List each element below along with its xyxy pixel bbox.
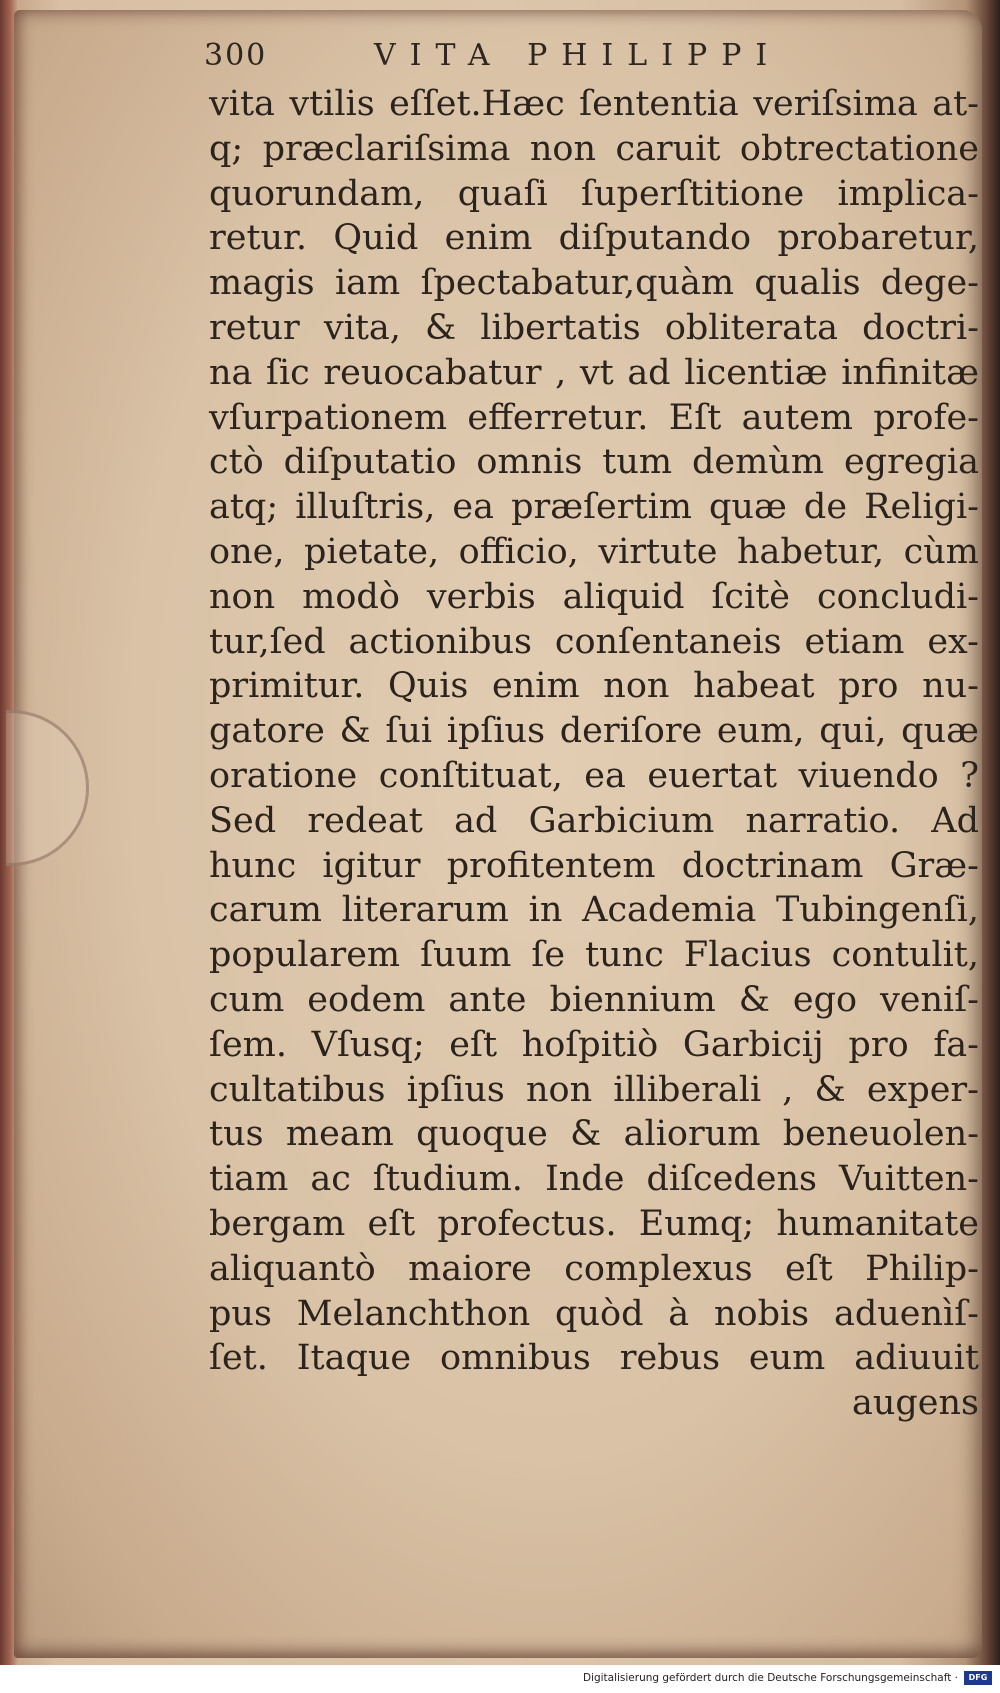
text-line: retur vita, & libertatis obliterata doctri- — [209, 307, 979, 348]
text-line: hunc igitur profitentem doctrinam Græ- — [209, 845, 979, 886]
text-line: Sed redeat ad Garbicium narratio. Ad — [209, 800, 979, 841]
running-header — [204, 38, 854, 88]
book-clasp — [6, 710, 89, 866]
text-line: tur,ſed actionibus conſentaneis etiam ex- — [209, 621, 979, 662]
text-line: cum eodem ante biennium & ego veniſ- — [209, 979, 979, 1020]
text-line: tus meam quoque & aliorum beneuolen- — [209, 1114, 979, 1155]
text-line: ſet. Itaque omnibus rebus eum adiuuit — [209, 1338, 979, 1379]
text-line: bergam eſt profectus. Eumq; humanitate — [209, 1203, 979, 1244]
book-page — [14, 10, 982, 1658]
body-text — [209, 82, 979, 1426]
catchword: augens — [851, 1383, 979, 1424]
text-line: carum literarum in Academia Tubingenſi, — [209, 890, 979, 931]
text-line: retur. Quid enim diſputando probaretur, — [209, 218, 979, 259]
text-line: gatore & ſui ipſius deriſore eum, qui, quæ — [209, 711, 979, 752]
text-line: oratione conſtituat, ea euertat viuendo ? — [209, 755, 979, 796]
text-line: quorundam, quaſi ſuperſtitione implica- — [209, 173, 979, 214]
text-line: ſem. Vſusq; eſt hoſpitiò Garbicij pro fa- — [209, 1024, 979, 1065]
text-line: vita vtilis eſſet.Hæc ſententia veriſsima at- — [209, 84, 979, 124]
text-line: aliquantò maiore complexus eſt Philip- — [209, 1248, 979, 1289]
text-line: primitur. Quis enim non habeat pro nu- — [209, 666, 979, 707]
text-line: q; præclariſsima non caruit obtrectatione — [209, 128, 979, 169]
text-line: vſurpationem efferretur. Eſt autem profe- — [209, 397, 979, 438]
running-title: VITA PHILIPPI — [374, 38, 782, 73]
text-line: cultatibus ipſius non illiberali , & exper- — [209, 1069, 979, 1110]
text-line: non modò verbis aliquid ſcitè concludi- — [209, 576, 979, 617]
text-line: one, pietate, officio, virtute habetur, cùm — [209, 531, 979, 572]
page-number: 300 — [204, 38, 268, 73]
dfg-logo: DFG — [964, 1671, 992, 1685]
digitization-footer — [0, 1665, 1000, 1693]
text-line: ctò diſputatio omnis tum demùm egregia — [209, 442, 979, 483]
text-line: atq; illuſtris, ea præſertim quæ de Religi- — [209, 487, 979, 528]
text-line: tiam ac ſtudium. Inde diſcedens Vuitten- — [209, 1159, 979, 1200]
text-line: na ſic reuocabatur , vt ad licentiæ infinitæ — [209, 352, 979, 393]
text-line: pus Melanchthon quòd à nobis aduenìſ- — [209, 1293, 979, 1334]
text-line: magis iam ſpectabatur,quàm qualis dege- — [209, 263, 979, 304]
funding-credit: Digitalisierung gefördert durch die Deutsche Forschungsgemeinschaft · — [582, 1672, 958, 1684]
text-line: popularem ſuum ſe tunc Flacius contulit, — [209, 935, 979, 976]
